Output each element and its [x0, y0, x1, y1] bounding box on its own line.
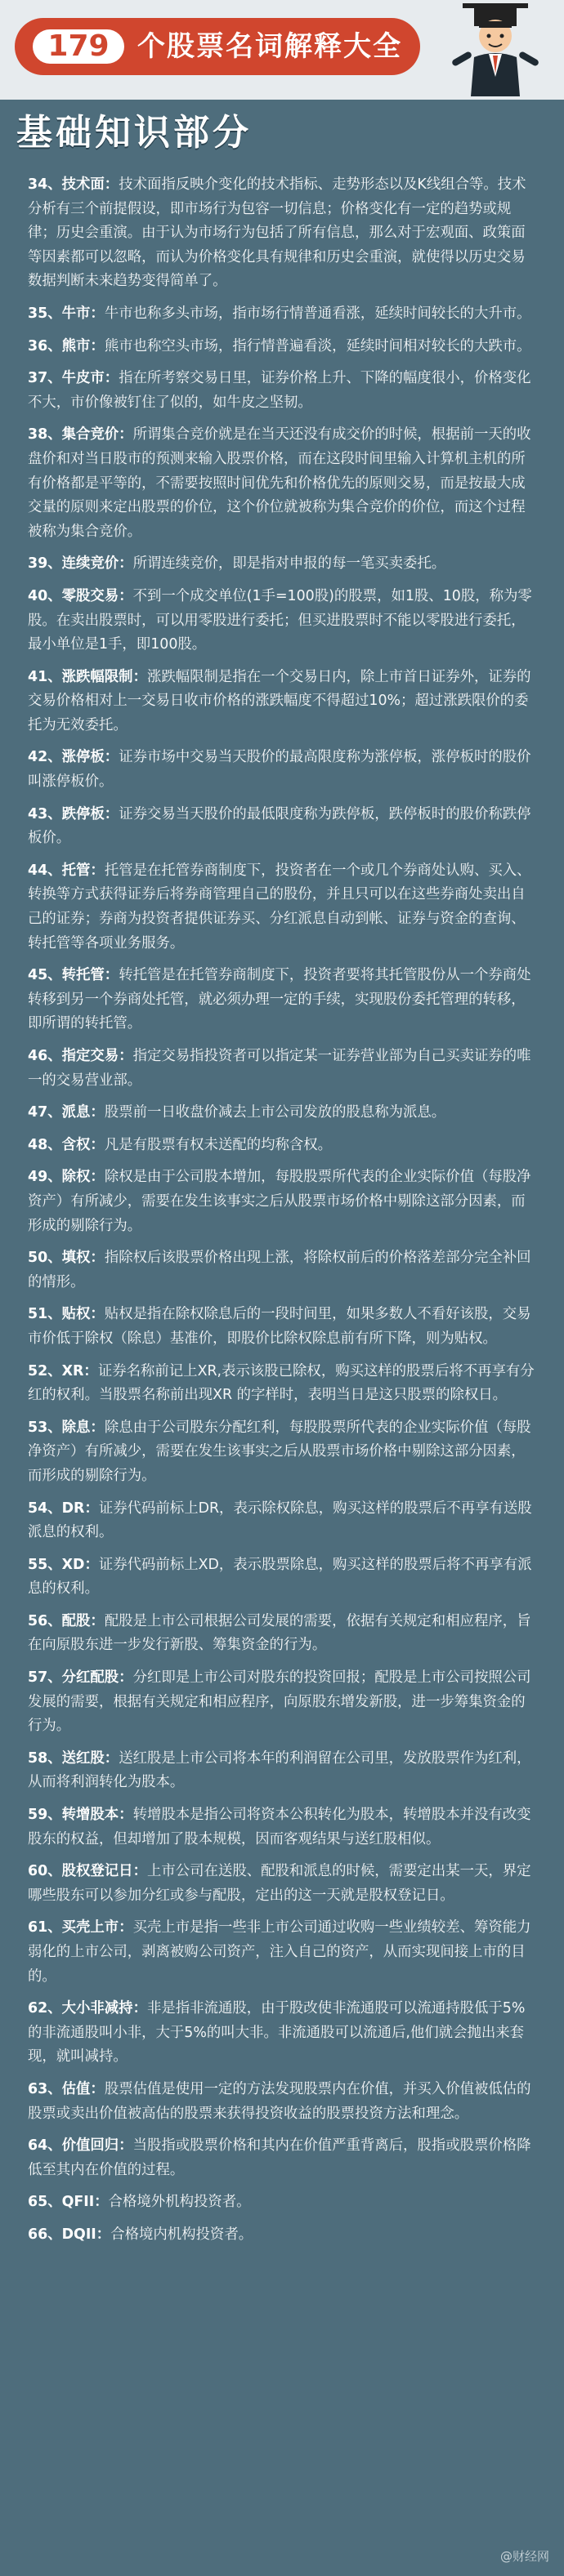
entry-term-text: 指定交易	[61, 1048, 119, 1064]
entry-definition: 牛市也称多头市场，指市场行情普通看涨，延续时间较长的大升市。	[104, 305, 531, 322]
list-item	[28, 859, 536, 956]
entry-definition: 配股是上市公司根据公司发展的需要，依据有关规定和相应程序，旨在向原股东进一步发行新股、筹集资金的行为。	[28, 1612, 531, 1654]
entry-term: 35、牛市：	[28, 305, 105, 322]
entry-definition: 当股指或股票价格和其内在价值严重背离后，股指或股票价格降低至其内在价值的过程。	[28, 2137, 531, 2178]
entry-number: 61	[28, 1919, 48, 1936]
entry-number: 60	[28, 1863, 48, 1880]
title-badge	[15, 18, 420, 75]
entry-number: 55	[28, 1556, 48, 1573]
entry-term: 38、集合竞价：	[28, 426, 133, 443]
list-item	[28, 2223, 536, 2248]
entry-number: 49	[28, 1169, 48, 1186]
entry-term: 61、买壳上市：	[28, 1919, 133, 1936]
entry-number: 43	[28, 805, 48, 822]
entry-term: 65、QFII：	[28, 2194, 109, 2211]
entry-term-text: 涨跌幅限制	[61, 668, 133, 685]
list-item	[28, 1666, 536, 1739]
entry-definition: 凡是有股票有权未送配的均称含权。	[104, 1136, 333, 1153]
entry-term-text: 除息	[61, 1419, 91, 1436]
entry-term: 63、估值：	[28, 2080, 105, 2097]
entry-term: 55、XD：	[28, 1556, 99, 1573]
source-watermark: @财经网	[499, 2549, 549, 2564]
entry-term: 45、转托管：	[28, 967, 119, 984]
entry-definition: 送红股是上市公司将本年的利润留在公司里，发放股票作为红利，从而将利润转化为股本。	[28, 1749, 531, 1791]
section-header	[0, 100, 564, 163]
entry-number: 65	[28, 2194, 48, 2211]
entry-term-text: 连续竞价	[61, 555, 119, 573]
list-item	[28, 173, 536, 294]
entry-definition: 股票前一日收盘价减去上市公司发放的股息称为派息。	[104, 1104, 446, 1121]
entry-definition: 除权是由于公司股本增加，每股股票所代表的企业实际价值（每股净资产）有所减少，需要在发生该事实之后从股票市场价格中剔除这部分因素，而形成的剔除行为。	[28, 1169, 531, 1234]
entry-number: 47	[28, 1104, 48, 1121]
entry-definition: 分红即是上市公司对股东的投资回报；配股是上市公司按照公司发展的需要，根据有关规定和相应程序，向原股东增发新股，进一步筹集资金的行为。	[28, 1669, 531, 1735]
entry-term-text: 填权	[61, 1250, 91, 1267]
list-item	[28, 367, 536, 415]
entry-term-text: 配股	[61, 1612, 91, 1629]
entry-definition: 股票估值是使用一定的方法发现股票内在价值，并买入价值被低估的股票或卖出价值被高估的股票来获得投资收益的股票投资方法和理念。	[28, 2080, 531, 2122]
list-item	[28, 1246, 536, 1295]
list-item	[28, 1553, 536, 1602]
list-item	[28, 1303, 536, 1351]
section-title: 基础知识部分	[16, 112, 252, 154]
entry-term: 49、除权：	[28, 1169, 105, 1186]
entry-term-text: XR	[61, 1362, 84, 1379]
entry-term: 52、XR：	[28, 1362, 98, 1379]
list-item	[28, 1803, 536, 1852]
list-item	[28, 1101, 536, 1125]
entry-definition: 转增股本是指公司将资本公积转化为股本，转增股本并没有改变股东的权益，但却增加了股本规模，因而客观结果与送红股相似。	[28, 1807, 531, 1847]
entry-number: 44	[28, 862, 48, 879]
entry-term: 51、贴权：	[28, 1306, 105, 1323]
list-item	[28, 1360, 536, 1408]
list-item	[28, 1610, 536, 1658]
entry-term-text: 转增股本	[61, 1807, 119, 1824]
entry-definition: 证券交易当天股价的最低限度称为跌停板，跌停板时的股价称跌停板价。	[28, 805, 531, 847]
list-item	[28, 1165, 536, 1238]
entry-number: 35	[28, 305, 48, 322]
entry-number: 56	[28, 1612, 48, 1629]
entry-term-text: DR	[61, 1500, 85, 1517]
list-item	[28, 1416, 536, 1489]
list-item	[28, 1747, 536, 1795]
entry-term-text: 股权登记日	[61, 1863, 133, 1880]
entry-term: 46、指定交易：	[28, 1048, 133, 1064]
list-item	[28, 1916, 536, 1989]
list-item	[28, 335, 536, 359]
entry-definition: 证券代码前标上XD，表示股票除息，购买这样的股票后将不再享有派息的权利。	[28, 1556, 532, 1598]
list-item	[28, 1997, 536, 2070]
entry-term-text: 牛市	[61, 305, 91, 322]
list-item	[28, 2078, 536, 2126]
entry-number: 48	[28, 1136, 48, 1153]
entry-number: 45	[28, 967, 48, 984]
entry-number: 50	[28, 1250, 48, 1267]
entry-number: 42	[28, 749, 48, 766]
entry-term-text: 技术面	[61, 176, 105, 193]
entry-list	[0, 163, 564, 2248]
entry-term-text: 托管	[61, 862, 91, 879]
entry-term: 34、技术面：	[28, 176, 119, 193]
list-item	[28, 666, 536, 738]
list-item	[28, 2190, 536, 2215]
entry-definition: 买壳上市是指一些非上市公司通过收购一些业绩较差、筹资能力弱化的上市公司，剥离被购公司资产，注入自己的资产，从而实现间接上市的目的。	[28, 1919, 531, 1985]
entry-term: 58、送红股：	[28, 1749, 119, 1767]
entry-number: 40	[28, 587, 48, 604]
entry-definition: 上市公司在送股、配股和派息的时候，需要定出某一天，界定哪些股东可以参加分红或参与配股，定出的这一天就是股权登记日。	[28, 1863, 531, 1904]
entry-number: 36	[28, 337, 48, 354]
list-item	[28, 423, 536, 544]
entry-term: 47、派息：	[28, 1104, 105, 1121]
entry-definition: 所谓集合竞价就是在当天还没有成交价的时候，根据前一天的收盘价和对当日股市的预测来输入股票价格，而在这段时间里输入计算机主机的所有价格都是平等的，不需要按照时间优先和价格优先的原则交易，而是按最大成交量的原则来定出股票的价位，这个价位就被称为集合竞价的价位，而这个过程被称为集合竞价。	[28, 426, 531, 540]
entry-definition: 指除权后该股票价格出现上涨，将除权前后的价格落差部分完全补回的情形。	[28, 1250, 531, 1290]
entry-term-text: 集合竞价	[61, 426, 119, 443]
entry-term-text: 买壳上市	[61, 1919, 119, 1936]
page-title: 个股票名词解释大全	[137, 30, 402, 63]
entry-term-text: 熊市	[61, 337, 91, 354]
entry-term: 48、含权：	[28, 1136, 105, 1153]
entry-number: 62	[28, 2000, 48, 2017]
entry-number: 41	[28, 668, 48, 685]
list-item	[28, 552, 536, 577]
list-item	[28, 746, 536, 794]
list-item	[28, 1860, 536, 1908]
entry-definition: 证券名称前记上XR,表示该股已除权，购买这样的股票后将不再享有分红的权利。当股票名称前出现XR 的字样时，表明当日是这只股票的除权日。	[28, 1362, 535, 1404]
entry-term: 62、大小非减持：	[28, 2000, 147, 2017]
list-item	[28, 302, 536, 327]
entry-number: 38	[28, 426, 48, 443]
entry-definition: 证券代码前标上DR，表示除权除息，购买这样的股票后不再享有送股派息的权利。	[28, 1500, 532, 1541]
entry-definition: 转托管是在托管券商制度下，投资者要将其托管股份从一个券商处转移到另一个券商处托管，就必须办理一定的手续，实现股份委托管理的转移，即所谓的转托管。	[28, 967, 531, 1032]
entry-term: 53、除息：	[28, 1419, 105, 1436]
list-item	[28, 1045, 536, 1093]
list-item	[28, 585, 536, 657]
title-number: 179	[33, 29, 124, 64]
entry-term-text: DQII	[61, 2226, 96, 2243]
entry-term: 59、转增股本：	[28, 1807, 133, 1824]
list-item	[28, 2134, 536, 2182]
entry-term: 44、托管：	[28, 862, 105, 879]
entry-number: 59	[28, 1807, 48, 1824]
entry-term-text: 贴权	[61, 1306, 91, 1323]
entry-term-text: 牛皮市	[61, 370, 105, 387]
entry-definition: 贴权是指在除权除息后的一段时间里，如果多数人不看好该股，交易市价低于除权（除息）基准价，即股价比除权除息前有所下降，则为贴权。	[28, 1306, 531, 1347]
entry-number: 63	[28, 2080, 48, 2097]
entry-number: 64	[28, 2137, 48, 2155]
entry-term: 36、熊市：	[28, 337, 105, 354]
entry-term-text: 分红配股	[61, 1669, 119, 1687]
entry-term-text: 价值回归	[61, 2137, 119, 2155]
entry-number: 46	[28, 1048, 48, 1064]
entry-term-text: QFII	[61, 2194, 95, 2211]
entry-term: 56、配股：	[28, 1612, 105, 1629]
entry-term-text: 转托管	[61, 967, 105, 984]
entry-definition: 所谓连续竞价，即是指对申报的每一笔买卖委托。	[132, 555, 446, 573]
entry-term: 54、DR：	[28, 1500, 99, 1517]
list-item	[28, 803, 536, 851]
entry-term: 42、涨停板：	[28, 749, 119, 766]
list-item	[28, 1134, 536, 1158]
entry-term-text: XD	[61, 1556, 85, 1573]
entry-term-text: 除权	[61, 1169, 91, 1186]
entry-term-text: 估值	[61, 2080, 91, 2097]
entry-number: 53	[28, 1419, 48, 1436]
entry-term: 50、填权：	[28, 1250, 105, 1267]
entry-term: 43、跌停板：	[28, 805, 119, 822]
entry-number: 39	[28, 555, 48, 573]
entry-number: 34	[28, 176, 48, 193]
entry-term: 57、分红配股：	[28, 1669, 133, 1687]
entry-definition: 证券市场中交易当天股价的最高限度称为涨停板，涨停板时的股价叫涨停板价。	[28, 749, 531, 791]
entry-term-text: 送红股	[61, 1749, 105, 1767]
list-item	[28, 1497, 536, 1545]
entry-number: 51	[28, 1306, 48, 1323]
entry-number: 54	[28, 1500, 48, 1517]
entry-definition: 指定交易指投资者可以指定某一证券营业部为自己买卖证券的唯一的交易营业部。	[28, 1048, 531, 1089]
entry-number: 57	[28, 1669, 48, 1687]
entry-number: 37	[28, 370, 48, 387]
entry-term: 40、零股交易：	[28, 587, 133, 604]
businessman-mascot-icon	[446, 3, 544, 96]
entry-definition: 除息由于公司股东分配红利，每股股票所代表的企业实际价值（每股净资产）有所减少，需要在发生该事实之后从股票市场价格中剔除这部分因素，而形成的剔除行为。	[28, 1419, 531, 1484]
entry-definition: 托管是在托管券商制度下，投资者在一个或几个券商处认购、买入、转换等方式获得证券后将券商管理自己的股份，并且只可以在这些券商处卖出自己的证券；券商为投资者提供证券买、分红派息自动到帐、证券与资金的查询、转托管等各项业务服务。	[28, 862, 531, 952]
entry-definition: 熊市也称空头市场，指行情普遍看淡，延续时间相对较长的大跌市。	[104, 337, 531, 354]
entry-definition: 涨跌幅限制是指在一个交易日内，除上市首日证券外，证券的交易价格相对上一交易日收市价格的涨跌幅度不得超过10%；超过涨跌限价的委托为无效委托。	[28, 668, 531, 733]
entry-term: 41、涨跌幅限制：	[28, 668, 147, 685]
list-item	[28, 964, 536, 1036]
entry-term: 66、DQII：	[28, 2226, 111, 2243]
entry-term-text: 零股交易	[61, 587, 119, 604]
entry-definition: 非是指非流通股，由于股改使非流通股可以流通持股低于5%的非流通股叫小非，大于5%的叫大非。非流通股可以流通后,他们就会抛出来套现，就叫减持。	[28, 2000, 526, 2066]
entry-definition: 技术面指反映介变化的技术指标、走势形态以及K线组合等。技术分析有三个前提假设，即市场行为包容一切信息；价格变化有一定的趋势或规律；历史会重演。由于认为市场行为包括了所有信息，那么对于宏观面、政策面等因素都可以忽略，而认为价格变化具有规律和历史会重演，就使得以历史交易数据判断未来趋势变得简单了。	[28, 176, 526, 290]
header-banner	[0, 0, 564, 100]
entry-definition: 指在所考察交易日里，证券价格上升、下降的幅度很小，价格变化不大，市价像被钉住了似的，如牛皮之坚韧。	[28, 370, 531, 411]
entry-term-text: 涨停板	[61, 749, 105, 766]
entry-term-text: 含权	[61, 1136, 91, 1153]
entry-term-text: 派息	[61, 1104, 91, 1121]
entry-definition: 不到一个成交单位(1手=100股)的股票，如1股、10股，称为零股。在卖出股票时，可以用零股进行委托；但买进股票时不能以零股进行委托，最小单位是1手，即100股。	[28, 587, 532, 653]
entry-term-text: 跌停板	[61, 805, 105, 822]
entry-term: 64、价值回归：	[28, 2137, 133, 2155]
entry-term-text: 大小非减持	[61, 2000, 133, 2017]
entry-number: 66	[28, 2226, 48, 2243]
entry-definition: 合格境外机构投资者。	[108, 2194, 251, 2211]
entry-number: 52	[28, 1362, 48, 1379]
entry-term: 60、股权登记日：	[28, 1863, 147, 1880]
entry-term: 37、牛皮市：	[28, 370, 119, 387]
entry-definition: 合格境内机构投资者。	[110, 2226, 253, 2243]
entry-number: 58	[28, 1749, 48, 1767]
entry-term: 39、连续竞价：	[28, 555, 133, 573]
